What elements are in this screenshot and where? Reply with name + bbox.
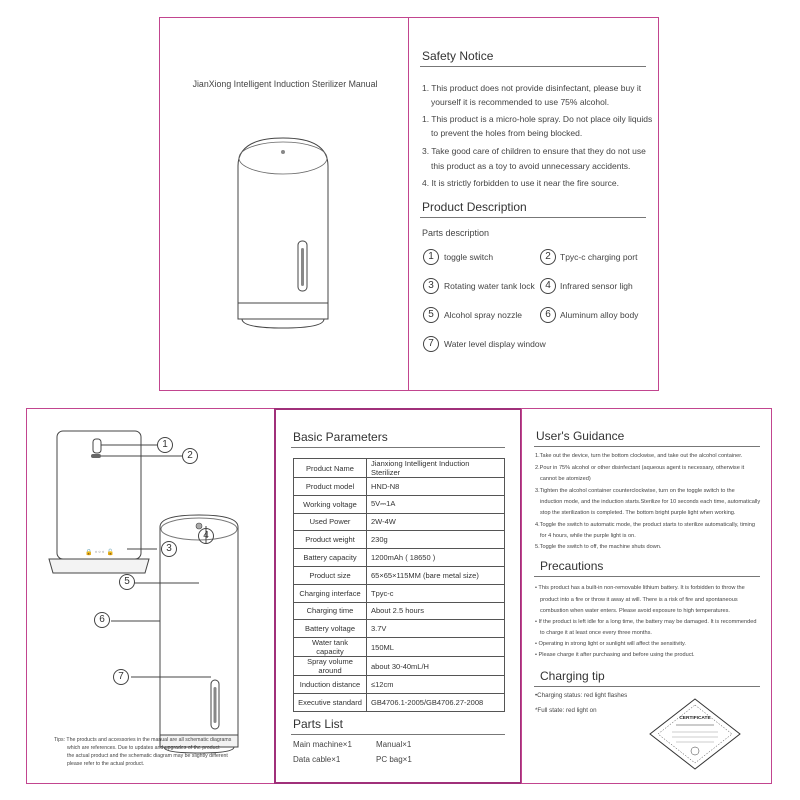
parts-diagram <box>27 409 274 783</box>
safety-line: 4. It is strictly forbidden to use it near the fire source. <box>422 178 620 188</box>
guidance-line: 2.Pour in 75% alcohol or other disinfectant (aqueous agent is necessary, otherwise it <box>535 465 745 471</box>
parameter-key: Product size <box>294 566 367 584</box>
safety-line: 1. This product does not provide disinfectant, please buy it <box>422 83 642 93</box>
divider <box>291 447 505 448</box>
parameter-value: 150ML <box>367 638 505 657</box>
divider <box>291 734 505 735</box>
charging-status: •Charging status: red light flashes <box>535 692 628 699</box>
tips-line: please refer to the actual product. <box>67 761 145 767</box>
callout-1: 1 <box>157 437 173 453</box>
parameter-value: Tpyc-c <box>367 584 505 602</box>
parameter-key: Product weight <box>294 531 367 549</box>
part-label: toggle switch <box>444 252 494 262</box>
parameter-key: Charging time <box>294 602 367 620</box>
callout-7: 7 <box>113 669 129 685</box>
parameter-value: about 30-40mL/H <box>367 657 505 676</box>
parts-description-subtitle: Parts description <box>422 228 490 238</box>
parameter-key: Product Name <box>294 459 367 478</box>
part-label: Aluminum alloy body <box>560 310 639 320</box>
parameter-key: Executive standard <box>294 693 367 711</box>
precaution-line: • Please charge it after purchasing and before using the product. <box>535 652 695 658</box>
tips-line: which are references. Due to updates and upgrades of the product <box>67 745 220 751</box>
guidance-line: 4.Toggle the switch to automatic mode, the product starts to sterilize automatically, timing <box>535 522 756 528</box>
precaution-line: • This product has a built-in non-removable lithium battery. It is forbidden to throw the <box>535 585 745 591</box>
safety-line: 1. This product is a micro-hole spray. Do not place oily liquids <box>422 114 653 124</box>
parameter-value: About 2.5 hours <box>367 602 505 620</box>
precaution-line: • If the product is left idle for a long time, the battery may be damaged. It is recommended <box>535 619 757 625</box>
part-number: 1 <box>423 249 439 265</box>
parameter-key: Charging interface <box>294 584 367 602</box>
users-guidance-title: User's Guidance <box>536 429 625 443</box>
part-number: 4 <box>540 278 556 294</box>
safety-title: Safety Notice <box>422 49 494 63</box>
precautions-title: Precautions <box>540 559 604 573</box>
parameter-key: Battery voltage <box>294 620 367 638</box>
basic-parameters-title: Basic Parameters <box>293 430 388 444</box>
guidance-line: 5.Toggle the switch to off, the machine shuts down. <box>535 544 662 550</box>
part-number: 3 <box>423 278 439 294</box>
parameter-row <box>294 566 505 584</box>
tips-line: the actual product and the schematic diagram may be slightly different <box>67 753 228 759</box>
parameter-value: 3.7V <box>367 620 505 638</box>
divider <box>420 217 646 218</box>
precaution-line: product into a fire or throw it away at will. There is a risk of fire and spontaneous <box>540 597 738 603</box>
part-label: Tpyc-c charging port <box>560 252 638 262</box>
part-label: Rotating water tank lock <box>444 281 535 291</box>
parameter-row <box>294 584 505 602</box>
precaution-line: • Operating in strong light or sunlight will affect the sensitivity. <box>535 641 686 647</box>
guidance-line: stop the sterilization is completed. The bottom bright purple light when working. <box>540 510 736 516</box>
charging-tip-title: Charging tip <box>540 669 605 683</box>
part-label: Water level display window <box>444 339 546 349</box>
parameter-row <box>294 459 505 478</box>
parameters-table <box>293 458 505 712</box>
diagram-panel <box>26 408 275 784</box>
parameter-row <box>294 676 505 694</box>
parameter-row <box>294 531 505 549</box>
parameter-key: Water tank capacity <box>294 638 367 657</box>
parts-list-item: Main machine×1 <box>293 740 352 749</box>
parameter-row <box>294 495 505 513</box>
svg-text:🔒 ◦◦◦ 🔓: 🔒 ◦◦◦ 🔓 <box>85 549 115 556</box>
safety-line: yourself it is recommended to use 75% alcohol. <box>431 97 610 107</box>
parameter-key: Working voltage <box>294 495 367 513</box>
guidance-line: cannot be atomized) <box>540 476 591 482</box>
parameter-value: 1200mAh ( 18650 ) <box>367 549 505 567</box>
parameter-key: Product model <box>294 478 367 496</box>
certificate-stamp <box>648 697 742 771</box>
precaution-line: to charge it at least once every three months. <box>540 630 652 636</box>
callout-3: 3 <box>161 541 177 557</box>
parameter-row <box>294 602 505 620</box>
parameter-row <box>294 693 505 711</box>
parameter-row <box>294 478 505 496</box>
parameter-value: HND-N8 <box>367 478 505 496</box>
parameter-row <box>294 620 505 638</box>
manual-title: JianXiong Intelligent Induction Sterilizer Manual <box>192 79 378 89</box>
safety-line: to prevent the holes from being blocked. <box>431 128 583 138</box>
parameters-panel <box>274 408 522 784</box>
full-state: *Full state: red light on <box>535 707 597 714</box>
parameter-value: 65×65×115MM (bare metal size) <box>367 566 505 584</box>
parameter-value: 230g <box>367 531 505 549</box>
guidance-line: 3.Tighten the alcohol container counterclockwise, turn on the toggle switch to the <box>535 488 735 494</box>
parameter-value: 5V⎓1A <box>367 495 505 513</box>
part-number: 7 <box>423 336 439 352</box>
guidance-line: for 4 hours, while the purple light is on. <box>540 533 636 539</box>
divider <box>534 576 760 577</box>
guidance-panel <box>521 408 772 784</box>
part-label: Alcohol spray nozzle <box>444 310 522 320</box>
parameter-key: Battery capacity <box>294 549 367 567</box>
parameter-key: Spray volume around <box>294 657 367 676</box>
guidance-line: induction mode, and the induction starts.Sterilize for 10 seconds each time, automatically <box>540 499 761 505</box>
part-number: 5 <box>423 307 439 323</box>
part-number: 6 <box>540 307 556 323</box>
tips-line: Tips: The products and accessories in the manual are all schematic diagrams <box>54 737 232 743</box>
parameter-value: ≤12cm <box>367 676 505 694</box>
parameter-row <box>294 638 505 657</box>
parts-list-title: Parts List <box>293 717 344 731</box>
part-label: Infrared sensor ligh <box>560 281 633 291</box>
product-image <box>228 128 338 348</box>
parameter-row <box>294 549 505 567</box>
parameter-row <box>294 657 505 676</box>
parameter-row <box>294 513 505 531</box>
part-number: 2 <box>540 249 556 265</box>
product-description-title: Product Description <box>422 200 527 214</box>
divider <box>534 686 760 687</box>
parameter-value: Jianxiong Intelligent Induction Sterilizer <box>367 459 505 478</box>
parts-list-item: PC bag×1 <box>376 755 412 764</box>
safety-panel <box>408 17 659 391</box>
callout-4: 4 <box>198 528 214 544</box>
callout-6: 6 <box>94 612 110 628</box>
parts-list-item: Manual×1 <box>376 740 412 749</box>
parameter-value: 2W-4W <box>367 513 505 531</box>
precaution-line: combustion when water enters. Please avoid exposure to high temperatures. <box>540 608 730 614</box>
callout-2: 2 <box>182 448 198 464</box>
callout-5: 5 <box>119 574 135 590</box>
parameter-key: Used Power <box>294 513 367 531</box>
parameter-value: GB4706.1-2005/GB4706.27-2008 <box>367 693 505 711</box>
divider <box>534 446 760 447</box>
divider <box>420 66 646 67</box>
parameter-key: Induction distance <box>294 676 367 694</box>
guidance-line: 1.Take out the device, turn the bottom clockwise, and take out the alcohol container. <box>535 453 743 459</box>
safety-line: this product as a toy to avoid unnecessary accidents. <box>431 161 631 171</box>
cover-panel <box>159 17 409 391</box>
parts-list-item: Data cable×1 <box>293 755 341 764</box>
certificate-label: CERTIFICATE <box>679 716 711 721</box>
safety-line: 3. Take good care of children to ensure that they do not use <box>422 146 646 156</box>
